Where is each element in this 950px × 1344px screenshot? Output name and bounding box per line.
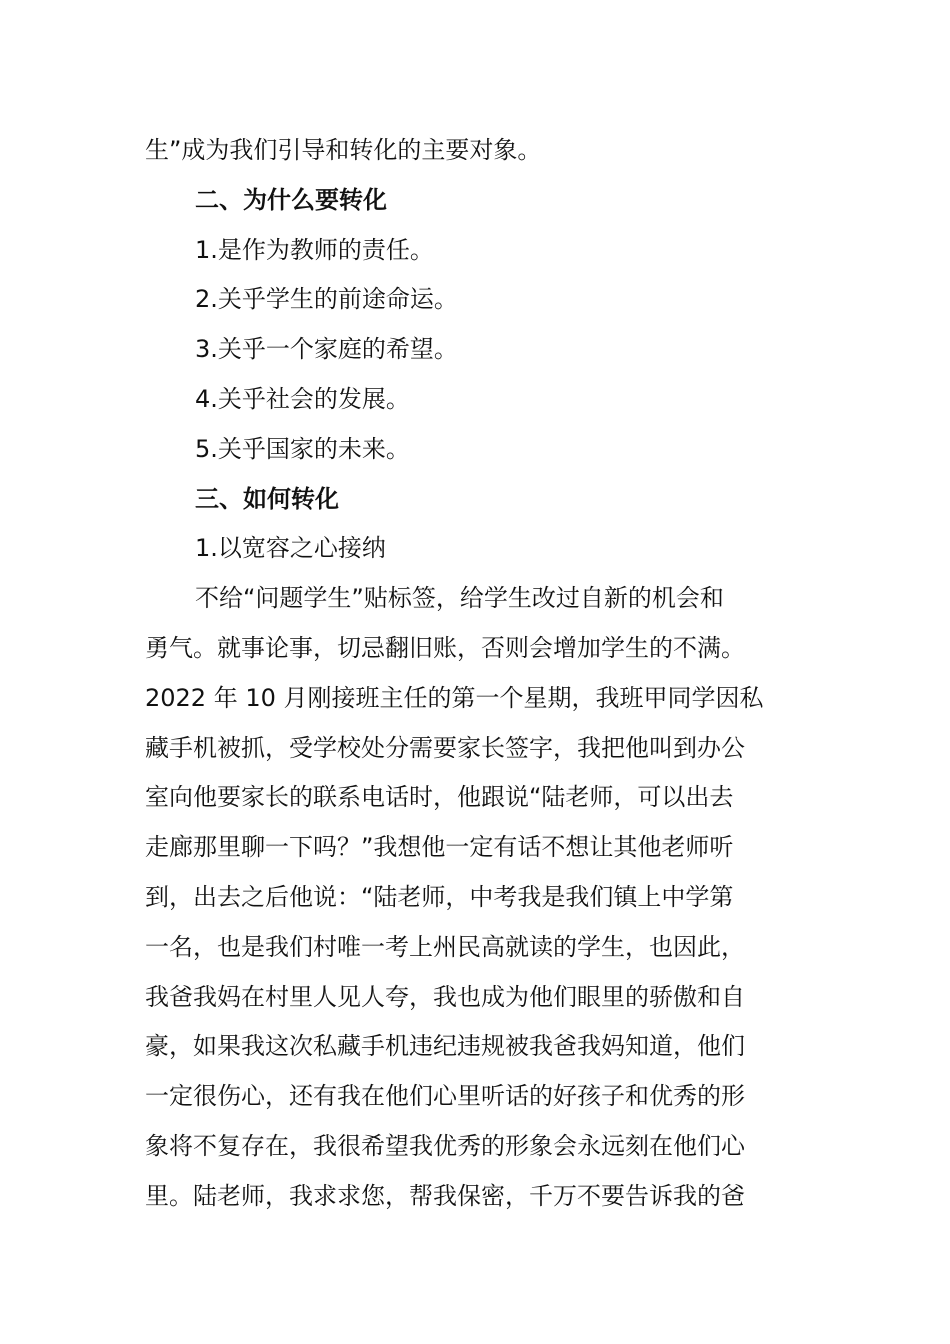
list-item: 2.关乎学生的前途命运。: [195, 285, 458, 314]
paragraph-line: 到，出去之后他说：“陆老师，中考我是我们镇上中学第: [145, 882, 734, 911]
paragraph-line: 豪，如果我这次私藏手机违纪违规被我爸我妈知道，他们: [145, 1032, 745, 1061]
list-item: 1.是作为教师的责任。: [195, 235, 434, 264]
paragraph-line: 藏手机被抓，受学校处分需要家长签字，我把他叫到办公: [145, 733, 745, 762]
document-body: [145, 126, 810, 1222]
paragraph-line: 勇气。就事论事，切忌翻旧账，否则会增加学生的不满。: [145, 633, 745, 662]
list-item: 5.关乎国家的未来。: [195, 434, 410, 463]
paragraph-line: 2022 年 10 月刚接班主任的第一个星期，我班甲同学因私: [145, 683, 764, 712]
continuation-text: 生”成为我们引导和转化的主要对象。: [145, 136, 542, 164]
subheading: 1.以宽容之心接纳: [195, 534, 386, 563]
list-item: 4.关乎社会的发展。: [195, 384, 410, 413]
paragraph-line: 不给“问题学生”贴标签，给学生改过自新的机会和: [195, 584, 724, 613]
section-heading-why-transform: 二、为什么要转化: [195, 185, 387, 214]
paragraph-line: 室向他要家长的联系电话时，他跟说“陆老师，可以出去: [145, 783, 734, 812]
paragraph-line: 我爸我妈在村里人见人夸，我也成为他们眼里的骄傲和自: [145, 982, 745, 1011]
paragraph-line: 象将不复存在，我很希望我优秀的形象会永远刻在他们心: [145, 1131, 745, 1160]
paragraph-line: 里。陆老师，我求求您，帮我保密，千万不要告诉我的爸: [145, 1181, 745, 1210]
paragraph-line: 走廊那里聊一下吗？”我想他一定有话不想让其他老师听: [145, 833, 734, 862]
paragraph-line: 一名，也是我们村唯一考上州民高就读的学生，也因此，: [145, 932, 745, 961]
list-item: 3.关乎一个家庭的希望。: [195, 335, 458, 364]
paragraph-line: 一定很伤心，还有我在他们心里听话的好孩子和优秀的形: [145, 1082, 745, 1111]
section-heading-how-transform: 三、如何转化: [195, 484, 339, 513]
